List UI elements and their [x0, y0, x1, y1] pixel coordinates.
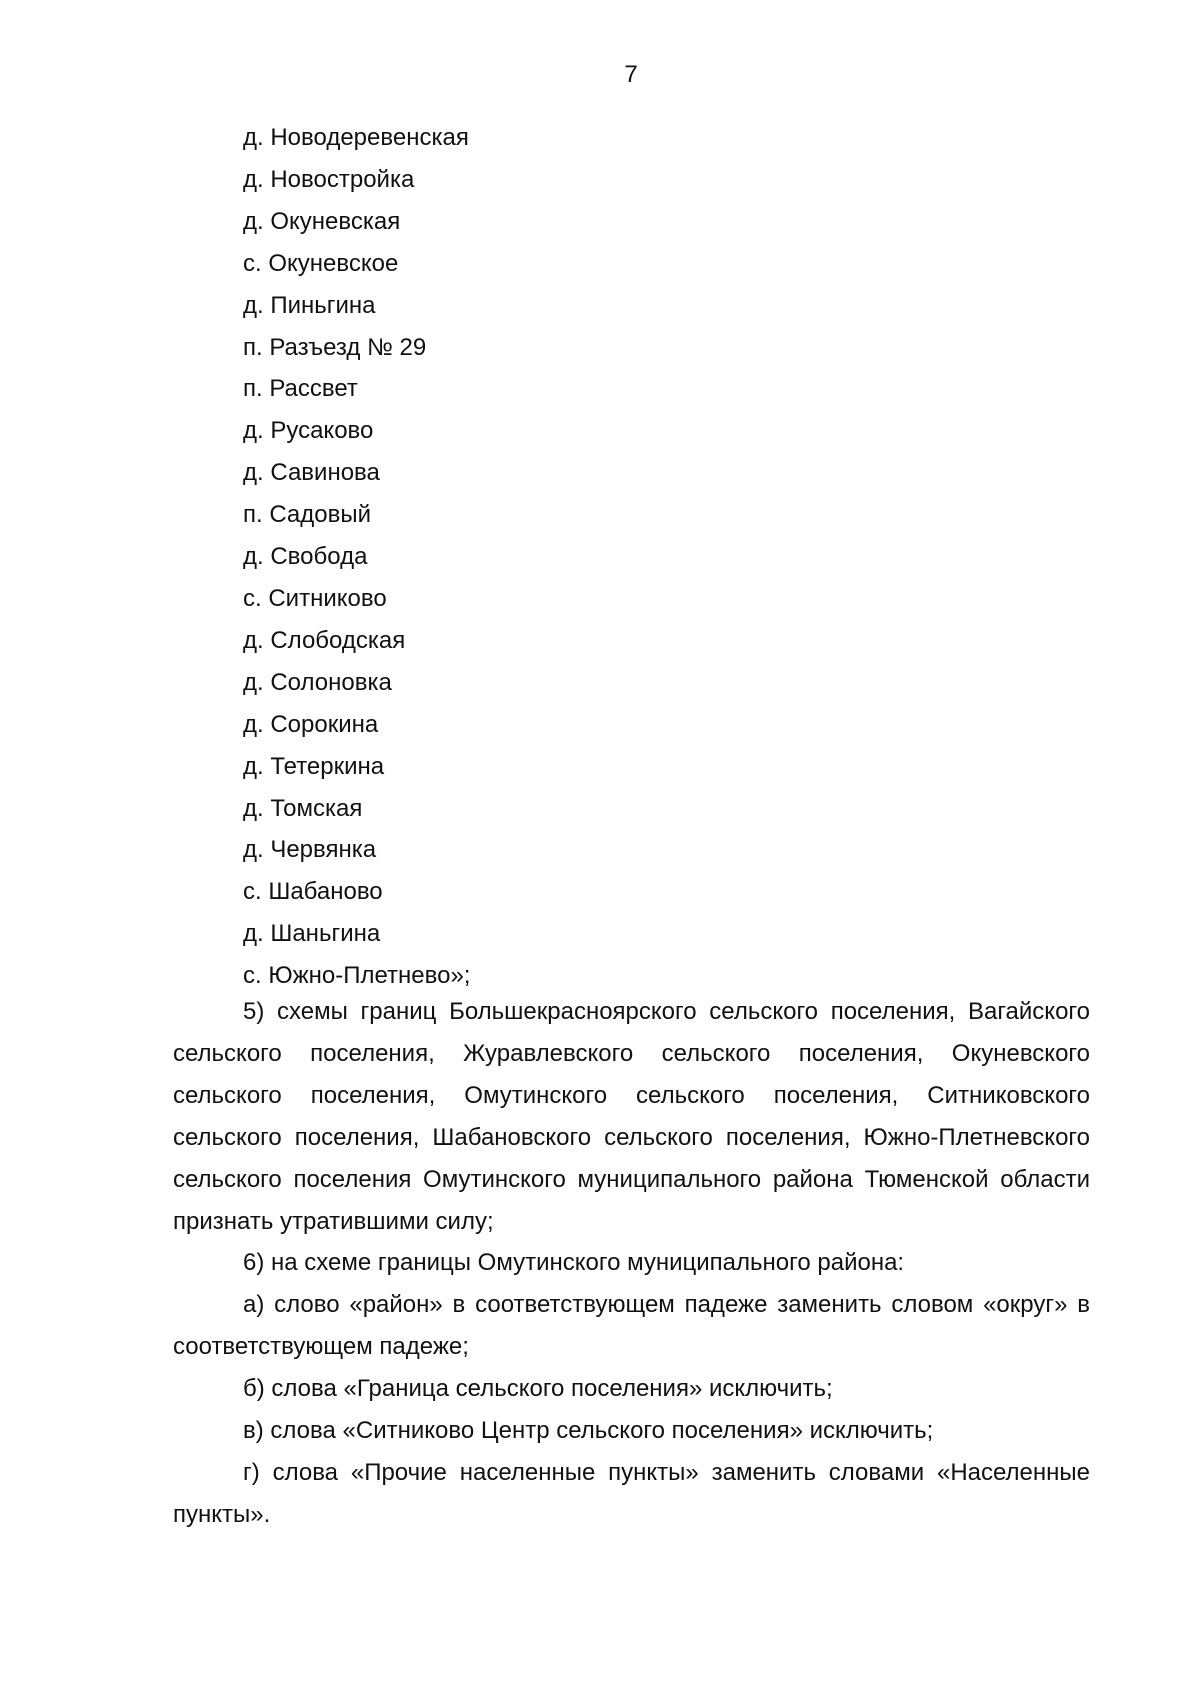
settlement-item: п. Садовый [243, 501, 372, 529]
settlement-list [243, 117, 470, 997]
subparagraph-g: г) слова «Прочие населенные пункты» заменить словами «Населенные пункты». [173, 1458, 1090, 1528]
settlement-item: д. Савинова [243, 459, 380, 487]
settlement-item: д. Русаково [243, 417, 374, 445]
paragraph-6-district-scheme: 6) на схеме границы Омутинского муниципального района: [243, 1249, 905, 1277]
document-body [173, 991, 1090, 1536]
settlement-item: п. Рассвет [243, 375, 358, 403]
settlement-item: с. Окуневское [243, 249, 399, 277]
settlement-item: д. Свобода [243, 543, 368, 571]
subparagraph-v: в) слова «Ситниково Центр сельского поселения» исключить; [243, 1417, 934, 1445]
settlement-item: д. Окуневская [243, 207, 401, 235]
settlement-item: с. Шабаново [243, 878, 383, 906]
page-number: 7 [624, 61, 638, 88]
settlement-item: д. Томская [243, 794, 363, 822]
settlement-item: д. Слободская [243, 626, 406, 654]
settlement-item: д. Червянка [243, 836, 377, 864]
subparagraph-b: б) слова «Граница сельского поселения» исключить; [243, 1375, 833, 1403]
subparagraph-a: а) слово «район» в соответствующем падеже заменить словом «округ» в соответствующем падеже; [173, 1291, 1090, 1361]
settlement-item: д. Пиньгина [243, 291, 376, 319]
settlement-item: д. Новостройка [243, 165, 415, 193]
settlement-item: д. Тетеркина [243, 752, 385, 780]
settlement-item: д. Сорокина [243, 710, 379, 738]
settlement-item: д. Шаньгина [243, 920, 381, 948]
settlement-item: д. Новодеревенская [243, 124, 469, 151]
paragraph-5-invalidate-schemes: 5) схемы границ Большекрасноярского сельского поселения, Вагайского сельского поселения, Журавлевского сельского поселения, Окуневского сельского поселения, Омутинского сельского поселения, Ситниковского сельского поселения, Шабановского сельского поселения, Южно-Плетневского сельского поселения Омутинского муниципального района Тюменской области признать утратившими силу; [173, 998, 1090, 1235]
settlement-item: п. Разъезд № 29 [243, 333, 427, 361]
settlement-item: с. Южно-Плетнево»; [243, 962, 471, 990]
settlement-item: с. Ситниково [243, 584, 387, 612]
settlement-item: д. Солоновка [243, 668, 392, 696]
